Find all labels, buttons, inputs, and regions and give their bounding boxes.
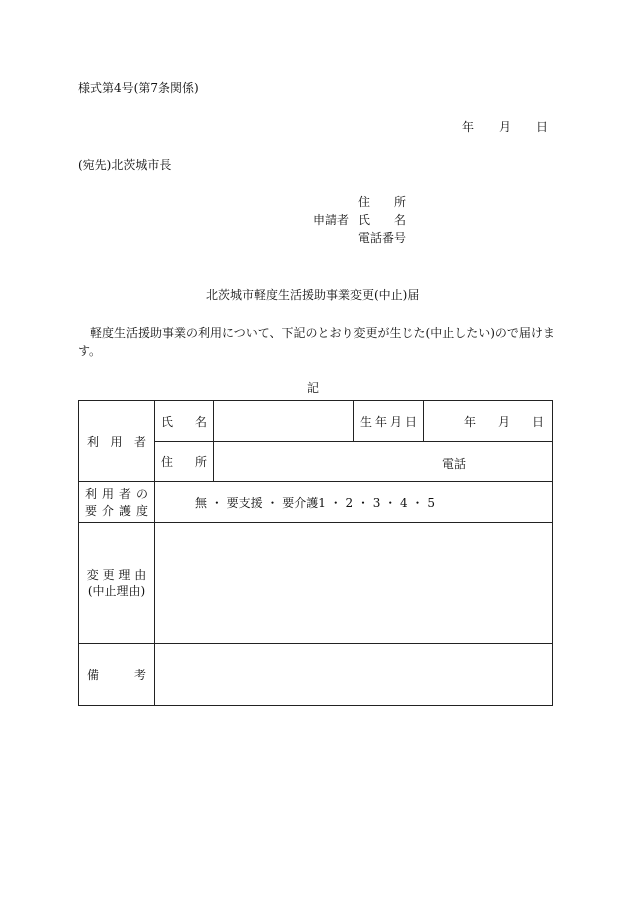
name-input-cell[interactable] [214,401,354,442]
applicant-address-label: 住 所 [358,195,406,209]
applicant-group-label: 申請者 [313,213,350,227]
date-line [462,118,548,135]
addressee: (宛先)北茨城市長 [78,158,172,172]
body-text-line2: す。 [78,344,102,358]
phone-label: 電話 [442,457,467,471]
remarks-input-cell[interactable] [155,644,553,706]
remarks-label-cell: 備 考 [79,644,155,706]
ki-heading: 記 [307,381,320,395]
reason-input-cell[interactable] [155,523,553,644]
care-level-options[interactable]: 無 ・ 要支援 ・ 要介護1 ・ 2 ・ 3 ・ 4 ・ 5 [195,495,435,510]
user-label-cell: 利 用 者 [79,401,155,482]
address-label-cell: 住 所 [155,442,214,482]
form-number: 様式第4号(第7条関係) [78,81,199,95]
body-text-line1: 軽度生活援助事業の利用について、下記のとおり変更が生じた(中止したい)ので届けま [90,326,555,340]
applicant-phone-label: 電話番号 [358,231,407,245]
applicant-name-label: 氏 名 [358,213,406,227]
name-label-cell: 氏 名 [155,401,214,442]
care-level-options-cell[interactable] [155,482,553,523]
date-day: 日 [535,120,548,134]
address-input-cell[interactable] [214,442,553,482]
document-title: 北茨城市軽度生活援助事業変更(中止)届 [206,288,420,302]
reason-label-cell: 変 更 理 由 (中止理由) [79,523,155,644]
care-level-label-cell: 利 用 者 の 要 介 護 度 [79,482,155,523]
application-table [78,400,553,706]
date-year: 年 [462,120,475,134]
birth-label-cell: 生 年 月 日 [354,401,424,442]
date-month: 月 [498,120,511,134]
birth-date-cell[interactable]: 年 月 日 [424,401,553,442]
